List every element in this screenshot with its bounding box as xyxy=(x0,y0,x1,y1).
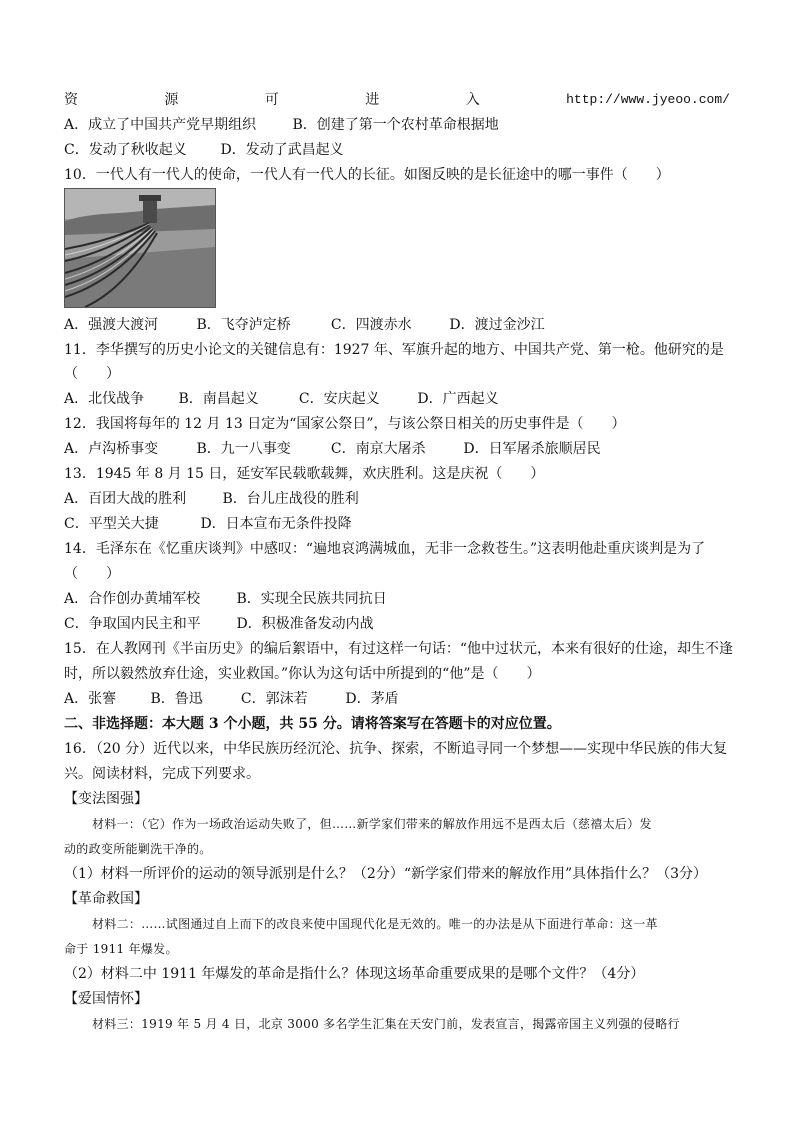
q15-options xyxy=(64,687,730,711)
q12-option-b: B．九一八事变 xyxy=(196,441,291,457)
q16-heading-patriotism: 【爱国情怀】 xyxy=(64,991,148,1007)
q9-options-row-1 xyxy=(64,113,730,137)
q9-option-c: C．发动了秋收起义 xyxy=(64,142,187,158)
q16-intro-line-2: 兴。阅读材料，完成下列要求。 xyxy=(64,766,260,782)
q13-options-row-1 xyxy=(64,487,730,511)
q12-option-a: A．卢沟桥事变 xyxy=(64,441,159,457)
q16-material-2-line-2: 命于 1911 年爆发。 xyxy=(64,942,178,956)
header-word: 可 xyxy=(264,92,279,108)
q12-option-d: D．日军屠杀旅顺居民 xyxy=(463,441,601,457)
q16-intro-line-1: 16．（20 分）近代以来，中华民族历经沉沦、抗争、探索，不断追寻同一个梦想——实现中华民族的伟大复 xyxy=(64,741,728,757)
q11-answer-blank: （ ） xyxy=(64,366,120,382)
luding-bridge-photo xyxy=(64,188,216,308)
q16-material-2-line-1: 材料二：……试图通过自上而下的改良来使中国现代化是无效的。唯一的办法是从下面进行革命：这一革 xyxy=(92,917,658,931)
q13-option-a: A．百团大战的胜利 xyxy=(64,491,187,507)
q16-heading-reform: 【变法图强】 xyxy=(64,791,148,807)
q16-material-1-line-1: 材料一：（它）作为一场政治运动失败了，但……新学家们带来的解放作用远不是西太后（慈禧太后）发 xyxy=(92,817,652,831)
q10-question: 10．一代人有一代人的使命，一代人有一代人的长征。如图反映的是长征途中的哪一事件（ ） xyxy=(64,167,670,183)
q15-option-c: C．郭沫若 xyxy=(240,691,308,707)
q14-options-row-1 xyxy=(64,587,730,611)
q15-option-a: A．张謇 xyxy=(64,691,117,707)
q11-option-d: D．广西起义 xyxy=(417,391,499,407)
q16-material-3-line-1: 材料三：1919 年 5 月 4 日，北京 3000 多名学生汇集在天安门前，发表宣言，揭露帝国主义列强的侵略行 xyxy=(92,1017,680,1031)
q10-option-a: A．强渡大渡河 xyxy=(64,317,159,333)
q15-question-line-1: 15．在人教网刊《半亩历史》的编后絮语中，有过这样一句话：“他中过状元，本来有很好的仕途，却生不逢 xyxy=(64,641,733,657)
q12-question: 12．我国将每年的 12 月 13 日定为“国家公祭日”，与该公祭日相关的历史事件是（ ） xyxy=(64,416,626,432)
q16-subquestion-1: （1）材料一所评价的运动的领导派别是什么？（2分）“新学家们带来的解放作用”具体指什么？（3分） xyxy=(64,866,708,882)
header-url-link[interactable]: http://www.jyeoo.com/ xyxy=(566,92,730,107)
q15-option-b: B．鲁迅 xyxy=(150,691,203,707)
section-2-title: 二、非选择题：本大题 3 个小题，共 55 分。请将答案写在答题卡的对应位置。 xyxy=(64,716,561,732)
q14-answer-blank: （ ） xyxy=(64,566,120,582)
q12-option-c: C．南京大屠杀 xyxy=(330,441,426,457)
q10-options xyxy=(64,313,730,337)
q12-options xyxy=(64,437,730,461)
q14-option-a: A．合作创办黄埔军校 xyxy=(64,591,201,607)
q11-option-a: A．北伐战争 xyxy=(64,391,145,407)
q9-option-d: D．发动了武昌起义 xyxy=(220,142,344,158)
q14-options-row-2 xyxy=(64,612,730,636)
q10-option-c: C．四渡赤水 xyxy=(330,317,412,333)
header-word: 入 xyxy=(465,92,480,108)
q11-options xyxy=(64,387,730,411)
q14-option-b: B．实现全民族共同抗日 xyxy=(236,591,387,607)
q11-question: 11．李华撰写的历史小论文的关键信息有：1927 年、军旗升起的地方、中国共产党、第一枪。他研究的是 xyxy=(64,342,724,358)
q13-option-b: B．台儿庄战役的胜利 xyxy=(222,491,359,507)
header-word: 源 xyxy=(164,92,179,108)
q16-heading-revolution: 【革命救国】 xyxy=(64,891,148,907)
q9-option-a: A．成立了中国共产党早期组织 xyxy=(64,117,257,133)
q10-option-d: D．渡过金沙江 xyxy=(449,317,545,333)
q14-option-c: C．争取国内民主和平 xyxy=(64,616,201,632)
q13-question: 13．1945 年 8 月 15 日，延安军民载歌载舞，欢庆胜利。这是庆祝（ ） xyxy=(64,466,545,482)
q13-option-c: C．平型关大捷 xyxy=(64,516,159,532)
q15-question-line-2: 时，所以毅然放弃仕途，实业救国。”你认为这句话中所提到的“他”是（ ） xyxy=(64,666,541,682)
header-word: 资 xyxy=(64,92,78,108)
page-header xyxy=(64,88,730,112)
header-word: 进 xyxy=(365,92,380,108)
q9-options-row-2 xyxy=(64,138,730,162)
q9-option-b: B．创建了第一个农村革命根据地 xyxy=(292,117,499,133)
q14-question: 14．毛泽东在《忆重庆谈判》中感叹：“遍地哀鸿满城血，无非一念救苍生。”这表明他赴重庆谈判是为了 xyxy=(64,541,706,557)
q16-material-1-line-2: 动的政变所能剿洗干净的。 xyxy=(64,842,212,856)
q14-option-d: D．积极准备发动内战 xyxy=(236,616,374,632)
q13-options-row-2 xyxy=(64,512,730,536)
q10-option-b: B．飞夺泸定桥 xyxy=(196,317,291,333)
q11-option-b: B．南昌起义 xyxy=(178,391,259,407)
q16-subquestion-2: （2）材料二中 1911 年爆发的革命是指什么？体现这场革命重要成果的是哪个文件？（4分） xyxy=(64,966,645,982)
q11-option-c: C．安庆起义 xyxy=(298,391,380,407)
q15-option-d: D．茅盾 xyxy=(345,691,399,707)
q13-option-d: D．日本宣布无条件投降 xyxy=(200,516,352,532)
